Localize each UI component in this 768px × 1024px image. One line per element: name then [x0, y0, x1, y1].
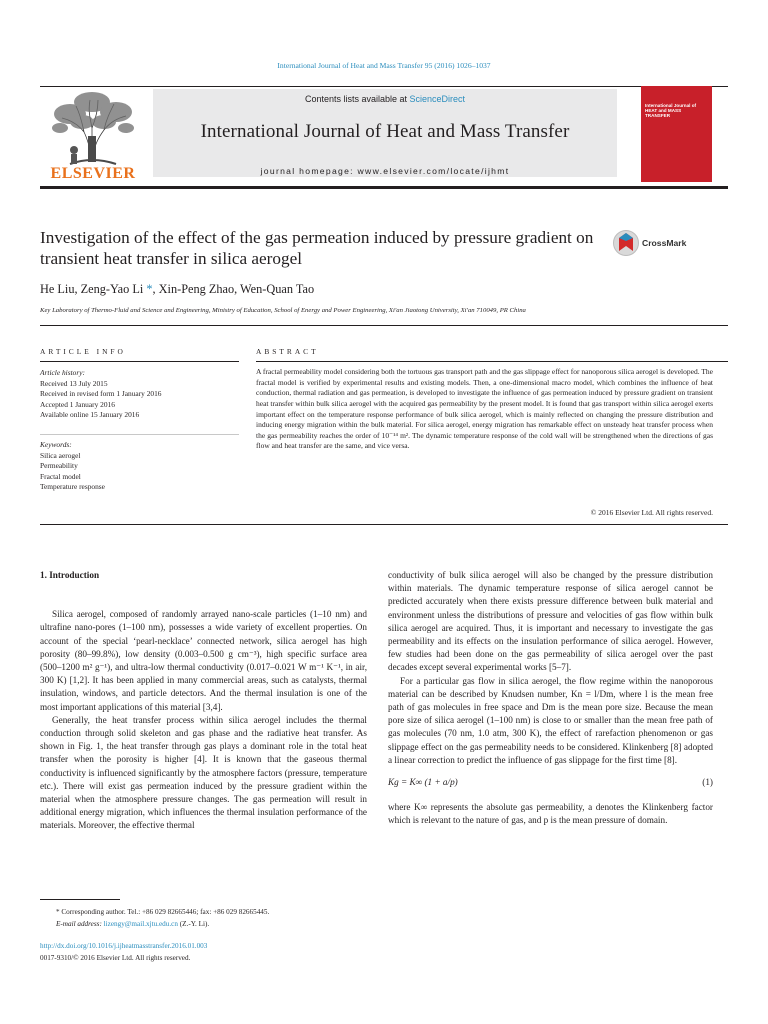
abstract-copyright: © 2016 Elsevier Ltd. All rights reserved. — [590, 508, 713, 517]
abstract-bottom-rule — [40, 524, 728, 525]
keywords-label: Keywords: — [40, 440, 72, 449]
equation-number: (1) — [702, 777, 713, 788]
journal-cover-thumbnail[interactable] — [641, 86, 712, 182]
corresponding-author-marker[interactable]: * — [143, 282, 153, 296]
email-label: E-mail address: — [56, 919, 104, 928]
affiliation-rule — [40, 325, 728, 326]
keywords-list — [40, 440, 239, 493]
paper-title: Investigation of the effect of the gas permeation induced by pressure gradient on transient heat transfer in silica aerogel — [40, 228, 594, 268]
email-suffix: (Z.-Y. Li). — [177, 919, 210, 928]
author-list — [40, 282, 720, 297]
journal-cover-title: International Journal of HEAT and MASS TRANSFER — [645, 103, 697, 119]
keyword-item: Fractal model — [40, 471, 81, 481]
doi-link[interactable]: http://dx.doi.org/10.1016/j.ijheatmasstransfer.2016.01.003 — [40, 942, 208, 950]
authors-before-star: He Liu, Zeng-Yao Li — [40, 282, 144, 296]
history-received: Received 13 July 2015 — [40, 378, 108, 388]
keyword-item: Silica aerogel — [40, 450, 81, 460]
header-bottom-rule — [40, 186, 728, 189]
history-online: Available online 15 January 2016 — [40, 410, 140, 420]
article-history-label: Article history: — [40, 368, 85, 377]
body-paragraph: For a particular gas flow in silica aerogel, the flow regime within the nanoporous material can be described by Knudsen number, Kn = l/Dm, where l is the mean free path of gas molecules in free space and Dm is the mean pore size. Because the mean pore size of silica aerogel (1–100 nm) is close to or smaller than the mean free path of gas molecules (70 nm, 1.0 atm, 300 K), the effect of rarefaction phenomenon or gas slippage effect on the gas permeability needs to be considered. Klinkenberg [8] adopted a linear correction to predict the influence of gas slippage for the first time [8]. — [388, 675, 713, 765]
header-top-rule — [40, 86, 728, 87]
abstract-rule — [256, 361, 728, 362]
elsevier-wordmark: ELSEVIER — [50, 165, 136, 182]
article-info-rule — [40, 361, 239, 362]
email-line — [40, 919, 367, 931]
doi-block — [40, 941, 367, 965]
abstract-heading: ABSTRACT — [256, 347, 319, 356]
sciencedirect-link[interactable]: ScienceDirect — [409, 94, 466, 104]
journal-homepage-link[interactable]: journal homepage: www.elsevier.com/locate/ijhmt — [260, 166, 510, 176]
journal-title: International Journal of Heat and Mass Transfer — [200, 121, 570, 142]
body-paragraph: Silica aerogel, composed of randomly arrayed nano-scale particles (1–10 nm) and ultrafine nano-pores (1–100 nm), possesses a wide variety of excellent properties. On account of the special ‘pearl-necklace’ connected network, silica aerogel has high porosity (80–99.8%), low density (0.003–0.500 g cm⁻³), high specific surface area (500–1200 m² g⁻¹), and ultra-low thermal conductivity (0.017–0.021 W m⁻¹ K⁻¹, in air, 300 K) [1,2]. It has been applied in many commercial areas, such as catalysts, thermal insulation, windows, and particle detectors. And the thermal insulation is one of the most important applications of this material [3,4]. — [40, 609, 367, 712]
crossmark-label[interactable]: CrossMark — [642, 238, 687, 248]
abstract-body: A fractal permeability model considering both the tortuous gas transport path and the gas slippage effect for nanoporous silica aerogel is developed. The fractal model is verified by experimental results and existing models. Then, a one-dimensional macro model, which combines the influence of heat conduction, thermal radiation and gas permeation, is developed to investigate the influence of gas permeation induced by pressure gradient on transient heat transfer within bulk silica aerogel with the acquired gas permeability by the present model. It is found that gas transport within silica aerogel exerts important effect on the temperature response performance of bulk silica aerogel, which is mainly reflected on changing the pressure distribution and inducing energy migration within the bulk material. For silica aerogel, energy migration has remarkable effect on unsteady heat transfer process when the gas permeability reaches the order of 10⁻¹⁴ m². The dynamic temperature response of the cold wall will be strengthened when the directions of gas flow and heat transfer are the same, and vice versa. — [256, 367, 713, 451]
author-affiliation: Key Laboratory of Thermo-Fluid and Science and Engineering, Ministry of Education, School of Energy and Power Engineering, Xi'an Jiaotong University, Xi'an 710049, PR China — [40, 307, 526, 314]
article-info-heading: ARTICLE INFO — [40, 347, 126, 356]
equation-expression: Kg = K∞ (1 + a/p) — [388, 777, 458, 788]
equation-1 — [388, 767, 713, 801]
history-revised: Received in revised form 1 January 2016 — [40, 389, 162, 399]
corresponding-author-footnote — [40, 907, 367, 930]
issn-copyright: 0017-9310/© 2016 Elsevier Ltd. All rights reserved. — [40, 953, 191, 962]
contents-availability-line — [153, 94, 617, 104]
body-left-column — [40, 569, 367, 833]
corresponding-author-contact: * Corresponding author. Tel.: +86 029 82665446; fax: +86 029 82665445. — [56, 908, 270, 916]
body-right-column — [388, 569, 713, 827]
keyword-item: Permeability — [40, 461, 78, 471]
footnote-rule — [40, 899, 120, 900]
body-paragraph: where K∞ represents the absolute gas permeability, a denotes the Klinkenberg factor which is relevant to the nature of gas, and p is the mean pressure of domain. — [388, 802, 713, 826]
email-link[interactable]: lizengy@mail.xjtu.edu.cn — [103, 919, 178, 928]
contents-prefix: Contents lists available at — [304, 94, 410, 104]
body-paragraph: Generally, the heat transfer process within silica aerogel includes the thermal conduction through solid skeleton and gas phase and the radiative heat transfer. As shown in Fig. 1, the heat transfer through gas plays a dominant role in the total heat transfer when the porosity is higher [4]. It is known that the gaseous thermal conductivity is influenced significantly by the atmosphere factors (pressure, temperature etc.). There will exist gas permeation induced by the pressure gradient within the material when the atmosphere pressure changes. The gas permeation will result in additional energy migration, which influences the thermal insulation performance of the materials. Moreover, the effective thermal — [40, 714, 367, 831]
journal-reference-link[interactable]: International Journal of Heat and Mass Transfer 95 (2016) 1026–1037 — [277, 61, 491, 70]
keywords-rule — [40, 434, 239, 435]
keyword-item: Temperature response — [40, 482, 105, 492]
section-heading-introduction: 1. Introduction — [40, 570, 100, 580]
body-paragraph: conductivity of bulk silica aerogel will also be changed by the pressure distribution within materials. The dynamic temperature response of silica aerogel cannot be predicted accurately when there exists pressure difference between bulk material and environment unless the distributions of pressure and velocities of gas flow within bulk silica aerogel are acquired. Thus, it is important and necessary to investigate the gas permeability and its effects on the insulation performance of silica aerogel. However, few studies had been done on the gas permeability of silica aerogel over the past decades except several experimental works [5–7]. — [388, 570, 713, 673]
authors-after-star: , Xin-Peng Zhao, Wen-Quan Tao — [152, 282, 315, 296]
history-accepted: Accepted 1 January 2016 — [40, 399, 115, 409]
article-history — [40, 368, 239, 421]
heading-spacer — [40, 596, 367, 608]
